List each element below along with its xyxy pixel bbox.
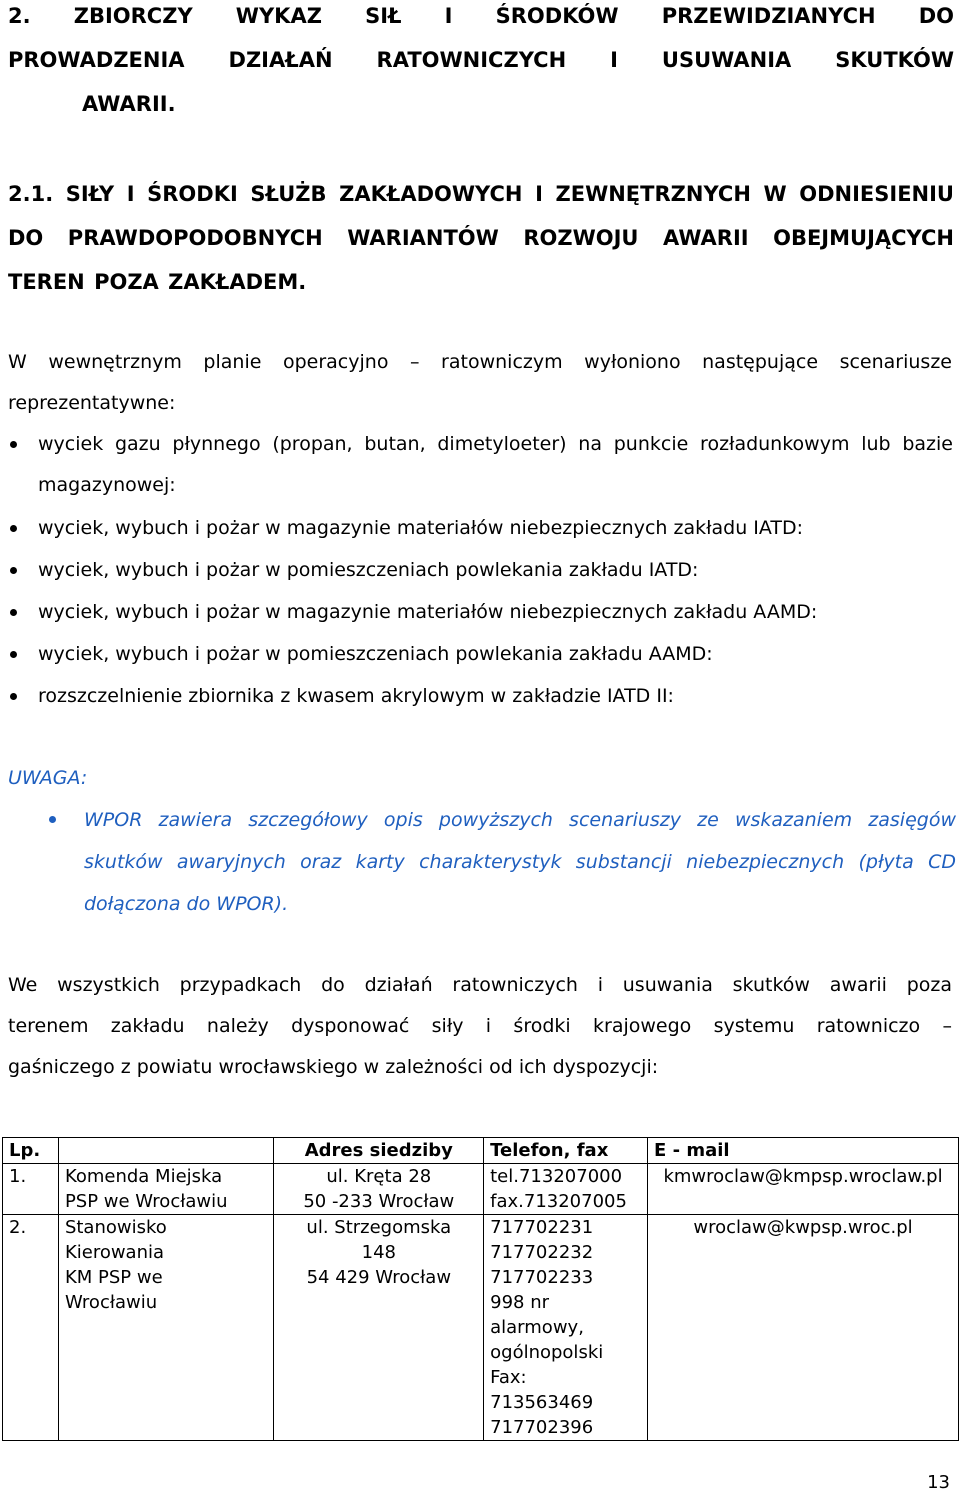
page-number: 13 — [927, 1472, 950, 1493]
bullet-icon — [10, 441, 17, 448]
cell-line: ul. Strzegomska — [306, 1217, 452, 1238]
note-label: UWAGA: — [8, 767, 88, 789]
cell-line: ul. Kręta 28 — [326, 1166, 432, 1187]
bullet-icon — [10, 567, 17, 574]
list-item-text: rozszczelnienie zbiornika z kwasem akrylowym w zakładzie IATD II: — [38, 685, 674, 707]
closing-paragraph — [8, 965, 952, 1088]
cell-lp: 2. — [3, 1215, 59, 1441]
column-header-phone: Telefon, fax — [484, 1138, 648, 1164]
list-item-text: wyciek, wybuch i pożar w magazynie materiałów niebezpiecznych zakładu IATD: — [38, 517, 804, 539]
cell-line: 713563469 — [490, 1392, 594, 1413]
bullet-icon — [49, 816, 56, 823]
cell-line: 717702233 — [490, 1267, 594, 1288]
cell-line: Fax: — [490, 1367, 527, 1388]
cell-line: alarmowy, — [490, 1317, 584, 1338]
note-line: WPOR zawiera szczegółowy opis powyższych scenariuszy ze wskazaniem zasięgów — [84, 809, 956, 831]
paragraph-line: We wszystkich przypadkach do działań ratowniczych i usuwania skutków awarii poza — [8, 974, 952, 996]
cell-line: KM PSP we — [64, 1267, 163, 1288]
cell-line: 148 — [361, 1242, 396, 1263]
column-header-lp: Lp. — [3, 1138, 59, 1164]
cell-name — [58, 1164, 274, 1215]
paragraph-line: terenem zakładu należy dysponować siły i środki krajowego systemu ratowniczo – — [8, 1015, 952, 1037]
cell-line: Wrocławiu — [64, 1292, 158, 1313]
heading-line: PROWADZENIA DZIAŁAŃ RATOWNICZYCH I USUWANIA SKUTKÓW — [8, 48, 954, 72]
bullet-icon — [10, 525, 17, 532]
cell-email: wroclaw@kwpsp.wroc.pl — [648, 1215, 959, 1441]
cell-line: 54 429 Wrocław — [306, 1267, 452, 1288]
paragraph-line: reprezentatywne: — [8, 392, 176, 414]
note-line: skutków awaryjnych oraz karty charakterystyk substancji niebezpiecznych (płyta CD — [84, 851, 956, 873]
table-row — [3, 1215, 959, 1441]
paragraph-line: W wewnętrznym planie operacyjno – ratowniczym wyłoniono następujące scenariusze — [8, 351, 952, 373]
bullet-icon — [10, 651, 17, 658]
list-item-text — [38, 424, 953, 506]
list-item-line: magazynowej: — [38, 474, 176, 496]
cell-line: 717702396 — [490, 1417, 594, 1438]
cell-phone — [484, 1215, 648, 1441]
cell-email: kmwroclaw@kmpsp.wroclaw.pl — [648, 1164, 959, 1215]
heading-line: 2.1. SIŁY I ŚRODKI SŁUŻB ZAKŁADOWYCH I ZEWNĘTRZNYCH W ODNIESIENIU — [8, 182, 954, 206]
list-item-text: wyciek, wybuch i pożar w pomieszczeniach powlekania zakładu IATD: — [38, 559, 699, 581]
heading-line: 2. ZBIORCZY WYKAZ SIŁ I ŚRODKÓW PRZEWIDZIANYCH DO — [8, 4, 954, 28]
cell-line: Stanowisko — [64, 1217, 167, 1238]
cell-address — [274, 1164, 484, 1215]
column-header-name — [58, 1138, 274, 1164]
intro-paragraph — [8, 342, 952, 424]
list-item-line: wyciek gazu płynnego (propan, butan, dimetyloeter) na punkcie rozładunkowym lub bazie — [38, 433, 953, 455]
list-item-text: wyciek, wybuch i pożar w pomieszczeniach powlekania zakładu AAMD: — [38, 643, 713, 665]
cell-line: Kierowania — [64, 1242, 165, 1263]
cell-line: 717702232 — [490, 1242, 594, 1263]
cell-lp: 1. — [3, 1164, 59, 1215]
table-header-row — [3, 1138, 959, 1164]
heading-line: AWARII. — [82, 92, 176, 116]
contacts-table — [2, 1137, 959, 1441]
heading-line: DO PRAWDOPODOBNYCH WARIANTÓW ROZWOJU AWARII OBEJMUJĄCYCH — [8, 226, 954, 250]
cell-line: tel.713207000 — [490, 1166, 623, 1187]
cell-address — [274, 1215, 484, 1441]
note-body — [44, 799, 956, 925]
note-line: dołączona do WPOR). — [84, 893, 289, 915]
column-header-address: Adres siedziby — [274, 1138, 484, 1164]
heading-line: TEREN POZA ZAKŁADEM. — [8, 270, 307, 294]
cell-line: fax.713207005 — [490, 1191, 627, 1212]
bullet-icon — [10, 693, 17, 700]
subsection-heading — [8, 172, 954, 304]
cell-name — [58, 1215, 274, 1441]
table-row — [3, 1164, 959, 1215]
bullet-icon — [10, 609, 17, 616]
cell-line: 717702231 — [490, 1217, 594, 1238]
cell-line: Komenda Miejska — [64, 1166, 223, 1187]
cell-phone — [484, 1164, 648, 1215]
cell-line: PSP we Wrocławiu — [64, 1191, 228, 1212]
column-header-email: E - mail — [648, 1138, 959, 1164]
cell-line: ogólnopolski — [490, 1342, 604, 1363]
cell-line: 50 -233 Wrocław — [303, 1191, 455, 1212]
cell-line: 998 nr — [490, 1292, 550, 1313]
section-heading — [8, 0, 954, 126]
paragraph-line: gaśniczego z powiatu wrocławskiego w zależności od ich dyspozycji: — [8, 1056, 659, 1078]
list-item-text: wyciek, wybuch i pożar w magazynie materiałów niebezpiecznych zakładu AAMD: — [38, 601, 818, 623]
